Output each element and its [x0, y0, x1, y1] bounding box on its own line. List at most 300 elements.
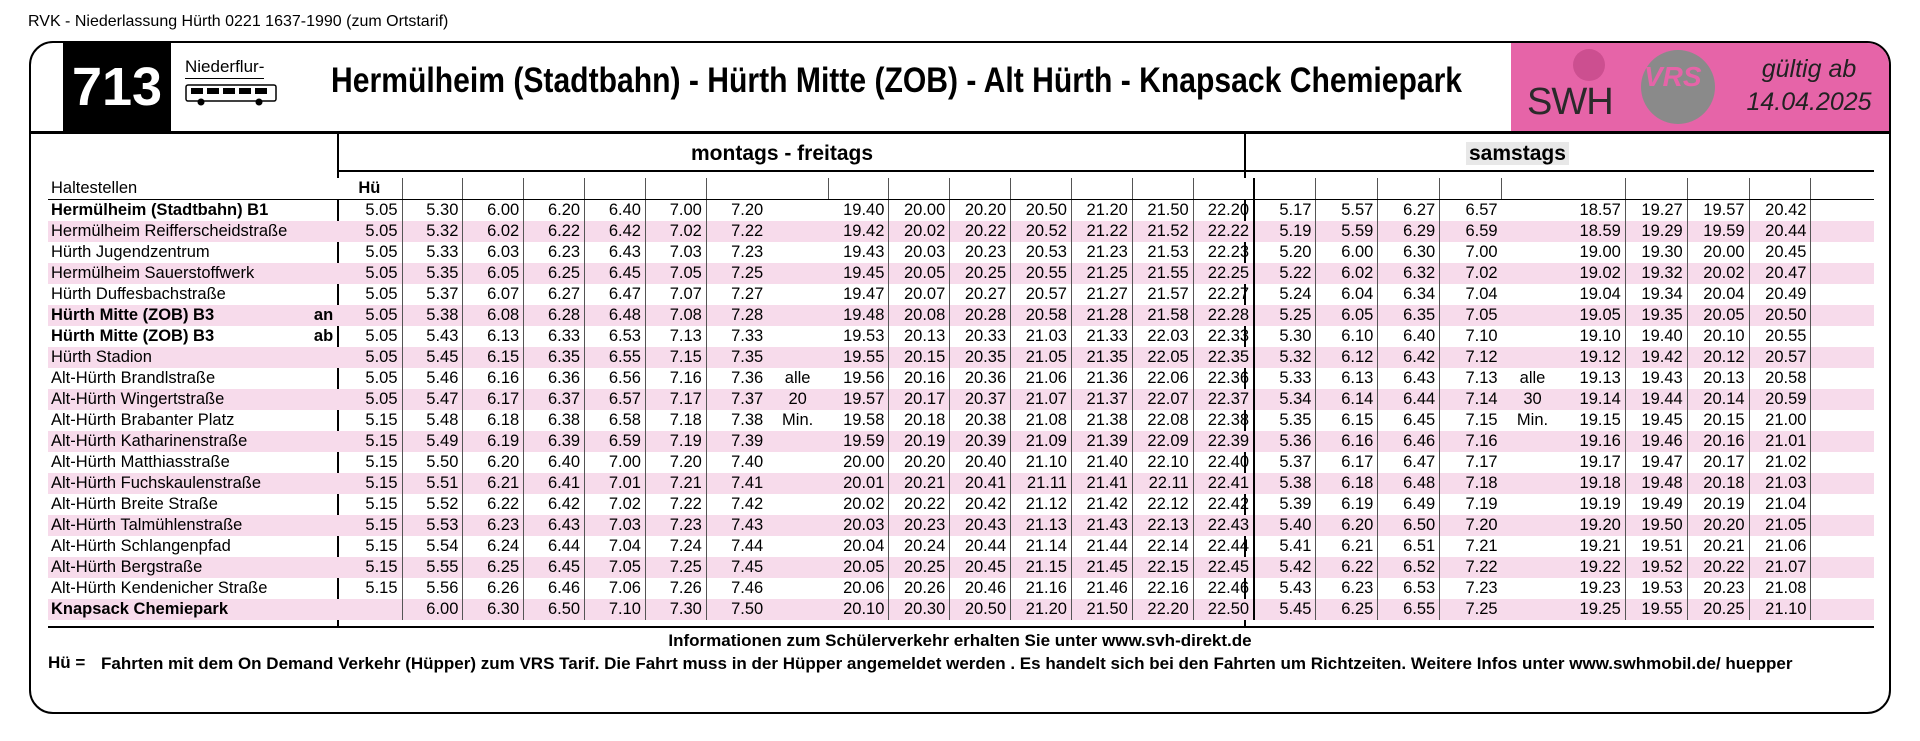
time-cell: 7.41 — [706, 473, 767, 494]
time-cell: 7.19 — [645, 431, 706, 452]
table-row — [48, 242, 1874, 263]
time-cell: 20.22 — [950, 221, 1011, 242]
time-cell: 6.39 — [524, 431, 585, 452]
time-cell: 19.40 — [828, 200, 889, 222]
time-cell: 21.20 — [1011, 599, 1072, 620]
time-cell: 22.43 — [1193, 515, 1254, 536]
time-cell: 20.20 — [950, 200, 1011, 222]
time-cell: 7.04 — [1465, 285, 1498, 303]
time-cell: 6.43 — [524, 515, 585, 536]
time-cell: 6.12 — [1316, 347, 1378, 368]
time-cell: 22.50 — [1193, 599, 1254, 620]
weekday-heading: montags - freitags — [691, 142, 874, 165]
time-cell: 20.28 — [950, 305, 1011, 326]
time-cell: 20.00 — [889, 200, 950, 222]
time-cell: 20.37 — [950, 389, 1011, 410]
time-cell: 5.47 — [402, 389, 463, 410]
time-cell: 20.27 — [950, 284, 1011, 305]
time-cell: 5.32 — [1254, 347, 1316, 368]
stop-name — [48, 368, 341, 389]
header-cell — [1749, 178, 1811, 200]
time-cell: 6.19 — [463, 431, 524, 452]
time-cell: 19.15 — [1563, 410, 1625, 431]
hu-cell: 5.05 — [341, 368, 402, 389]
time-cell: 7.18 — [1440, 473, 1502, 494]
time-cell — [767, 263, 828, 284]
time-cell: 21.45 — [1071, 557, 1132, 578]
time-cell: 7.25 — [645, 557, 706, 578]
time-cell: 20.39 — [950, 431, 1011, 452]
time-cell: 19.30 — [1625, 242, 1687, 263]
time-cell — [1811, 221, 1874, 242]
time-cell: 21.57 — [1132, 284, 1193, 305]
stop-name — [48, 473, 341, 494]
time-cell: 7.15 — [645, 347, 706, 368]
header-cell — [645, 178, 706, 200]
time-cell — [1811, 305, 1874, 326]
stop-name — [48, 536, 341, 557]
stop-label: Alt-Hürth Breite Straße — [51, 495, 218, 513]
time-cell: 5.38 — [1254, 473, 1316, 494]
time-cell: 6.37 — [524, 389, 585, 410]
time-cell: 7.13 — [645, 326, 706, 347]
time-cell: 7.00 — [585, 452, 646, 473]
hu-cell: 5.15 — [341, 557, 402, 578]
time-cell: 6.40 — [524, 452, 585, 473]
time-cell — [767, 326, 828, 347]
time-cell: 6.27 — [524, 284, 585, 305]
stop-name — [48, 389, 341, 410]
time-cell: 5.52 — [402, 494, 463, 515]
header-cell — [828, 178, 889, 200]
time-cell: 21.01 — [1749, 431, 1811, 452]
table-row — [48, 494, 1874, 515]
time-cell: 6.36 — [524, 368, 585, 389]
time-cell: 6.50 — [1378, 515, 1440, 536]
time-cell: 6.49 — [1378, 494, 1440, 515]
time-cell: 19.20 — [1563, 515, 1625, 536]
time-cell: 19.47 — [1625, 452, 1687, 473]
time-cell — [1811, 263, 1874, 284]
header-cell — [1378, 178, 1440, 200]
time-cell: 6.25 — [524, 263, 585, 284]
time-cell: 6.51 — [1378, 536, 1440, 557]
time-cell: 21.09 — [1011, 431, 1072, 452]
time-cell — [767, 473, 828, 494]
time-cell: 20 — [767, 389, 828, 410]
time-cell: 19.57 — [1687, 200, 1749, 222]
time-cell: 6.59 — [585, 431, 646, 452]
time-cell: 20.57 — [1011, 284, 1072, 305]
stop-label: Alt-Hürth Katharinenstraße — [51, 432, 248, 450]
stop-name — [48, 599, 341, 620]
header-cell — [463, 178, 524, 200]
time-cell: 20.47 — [1749, 263, 1811, 284]
stop-label: Hürth Mitte (ZOB) B3 — [51, 327, 215, 345]
time-cell: 22.35 — [1193, 347, 1254, 368]
time-cell: 7.50 — [706, 599, 767, 620]
hu-cell: 5.15 — [341, 452, 402, 473]
validity — [1739, 53, 1879, 119]
time-cell: 19.22 — [1563, 557, 1625, 578]
time-cell: 20.36 — [950, 368, 1011, 389]
hu-cell: 5.15 — [341, 473, 402, 494]
time-cell: 20.13 — [889, 326, 950, 347]
time-cell — [767, 431, 828, 452]
time-cell: 6.42 — [585, 221, 646, 242]
time-cell: 5.53 — [402, 515, 463, 536]
time-cell: 6.02 — [1316, 263, 1378, 284]
time-cell: 22.46 — [1193, 578, 1254, 599]
time-cell: 20.18 — [1687, 473, 1749, 494]
time-cell — [1502, 431, 1564, 452]
time-cell: 7.46 — [731, 579, 764, 597]
time-cell: 20.25 — [1687, 599, 1749, 620]
time-cell: 19.59 — [1687, 221, 1749, 242]
stop-label: Alt-Hürth Matthiasstraße — [51, 453, 230, 471]
time-cell: 6.42 — [524, 494, 585, 515]
stop-name — [48, 221, 341, 242]
route-number: 713 — [63, 43, 171, 131]
hu-cell: 5.05 — [341, 305, 402, 326]
time-cell: 7.39 — [706, 431, 767, 452]
time-cell: 6.22 — [1316, 557, 1378, 578]
time-cell: 21.08 — [1011, 410, 1072, 431]
time-cell: 21.05 — [1749, 515, 1811, 536]
time-cell: 7.02 — [585, 494, 646, 515]
time-cell: 20.16 — [1687, 431, 1749, 452]
time-cell: 22.15 — [1132, 557, 1193, 578]
time-cell: 5.30 — [402, 200, 463, 222]
time-cell: 19.21 — [1563, 536, 1625, 557]
hu-cell: 5.05 — [341, 326, 402, 347]
time-cell: 19.52 — [1625, 557, 1687, 578]
time-cell: 22.25 — [1193, 263, 1254, 284]
time-cell: 5.30 — [1254, 326, 1316, 347]
table-row — [48, 473, 1874, 494]
time-cell: 6.04 — [1316, 284, 1378, 305]
stop-name — [48, 200, 341, 222]
time-cell: 20.21 — [1687, 536, 1749, 557]
time-cell: 5.20 — [1254, 242, 1316, 263]
time-cell — [767, 452, 828, 473]
time-cell — [1502, 452, 1564, 473]
table-row — [48, 557, 1874, 578]
section-rule — [338, 170, 1874, 172]
time-cell: 21.16 — [1011, 578, 1072, 599]
time-cell: 5.35 — [1254, 410, 1316, 431]
hu-cell: 5.15 — [341, 431, 402, 452]
time-cell: 6.25 — [1316, 599, 1378, 620]
time-cell — [767, 599, 828, 620]
time-cell: 20.43 — [950, 515, 1011, 536]
header-rule — [31, 131, 1889, 134]
time-cell: 22.40 — [1193, 452, 1254, 473]
time-cell: 7.23 — [645, 515, 706, 536]
time-cell: 7.05 — [585, 557, 646, 578]
time-cell — [767, 494, 828, 515]
stop-name — [48, 284, 341, 305]
time-cell: 20.05 — [889, 263, 950, 284]
time-cell: 7.22 — [645, 494, 706, 515]
time-cell: 7.15 — [1465, 411, 1498, 429]
time-cell: 7.07 — [645, 284, 706, 305]
time-cell: 20.55 — [1011, 263, 1072, 284]
time-cell: 22.27 — [1193, 284, 1254, 305]
time-cell: 6.03 — [463, 242, 524, 263]
time-cell: 6.29 — [1378, 221, 1440, 242]
time-cell: 5.38 — [402, 305, 463, 326]
time-cell: 20.03 — [828, 515, 889, 536]
table-row — [48, 200, 1874, 222]
stops-header: Haltestellen — [48, 178, 341, 200]
header-cell — [706, 178, 767, 200]
time-cell: 21.28 — [1071, 305, 1132, 326]
time-cell — [1811, 242, 1874, 263]
time-cell: 7.33 — [731, 327, 764, 345]
time-cell: 6.56 — [585, 368, 646, 389]
time-cell: 19.14 — [1563, 389, 1625, 410]
time-cell: 20.15 — [889, 347, 950, 368]
time-cell: 6.00 — [402, 599, 463, 620]
header-cell — [950, 178, 1011, 200]
time-cell: 6.30 — [463, 599, 524, 620]
time-cell: 6.59 — [1440, 221, 1502, 242]
time-cell: 20.58 — [1749, 368, 1811, 389]
time-cell — [1502, 557, 1564, 578]
time-cell: 5.45 — [402, 347, 463, 368]
time-cell: 6.58 — [585, 410, 646, 431]
time-cell: 5.24 — [1254, 284, 1316, 305]
time-cell: 21.44 — [1071, 536, 1132, 557]
time-cell: 6.40 — [1378, 326, 1440, 347]
top-note: RVK - Niederlassung Hürth 0221 1637-1990 (zum Ortstarif) — [28, 13, 449, 30]
time-cell: 22.10 — [1132, 452, 1193, 473]
time-cell: 19.10 — [1563, 326, 1625, 347]
time-cell: 7.35 — [706, 347, 767, 368]
time-cell: 22.20 — [1193, 200, 1254, 222]
timetable-header — [31, 43, 1889, 131]
time-cell: 20.38 — [950, 410, 1011, 431]
time-cell: 21.11 — [1011, 473, 1072, 494]
time-cell: 19.23 — [1563, 578, 1625, 599]
stop-suffix: ab — [313, 327, 334, 345]
time-cell: 19.55 — [1625, 599, 1687, 620]
time-cell: 20.25 — [950, 263, 1011, 284]
time-cell: 7.45 — [706, 557, 767, 578]
time-cell — [767, 347, 828, 368]
time-cell: 20.00 — [828, 452, 889, 473]
time-cell: 20.50 — [950, 599, 1011, 620]
time-cell: 20.24 — [889, 536, 950, 557]
time-cell — [1502, 536, 1564, 557]
stop-name — [48, 410, 341, 431]
time-cell: 20.46 — [950, 578, 1011, 599]
time-cell: 20.22 — [889, 494, 950, 515]
time-cell: 7.24 — [645, 536, 706, 557]
time-cell: 21.22 — [1071, 221, 1132, 242]
time-cell: 20.14 — [1687, 389, 1749, 410]
time-cell: 20.02 — [828, 494, 889, 515]
time-cell: 19.56 — [828, 368, 889, 389]
saturday-heading-box — [1466, 142, 1569, 166]
header-cell — [524, 178, 585, 200]
time-cell: 21.40 — [1071, 452, 1132, 473]
time-cell: 7.08 — [645, 305, 706, 326]
time-cell: 7.36 — [731, 369, 764, 387]
time-cell: 19.34 — [1625, 284, 1687, 305]
time-cell: 6.53 — [1378, 578, 1440, 599]
time-cell: 5.43 — [402, 326, 463, 347]
time-cell: 19.49 — [1625, 494, 1687, 515]
time-cell — [1811, 599, 1874, 620]
time-cell: 5.17 — [1254, 200, 1316, 222]
time-cell: 7.22 — [1440, 557, 1502, 578]
hu-cell: 5.05 — [341, 347, 402, 368]
time-cell — [767, 536, 828, 557]
stop-label: Alt-Hürth Bergstraße — [51, 558, 203, 576]
time-cell: 21.12 — [1011, 494, 1072, 515]
time-cell — [767, 200, 828, 222]
time-cell — [1811, 326, 1874, 347]
time-cell: 6.07 — [463, 284, 524, 305]
time-cell: 20.40 — [950, 452, 1011, 473]
time-cell: 19.59 — [828, 431, 889, 452]
header-cell — [1132, 178, 1193, 200]
time-cell: 19.16 — [1563, 431, 1625, 452]
header-cell — [1011, 178, 1072, 200]
time-cell: 20.08 — [889, 305, 950, 326]
time-cell: 6.46 — [524, 578, 585, 599]
table-header-row — [48, 178, 1874, 200]
time-cell — [1502, 347, 1564, 368]
time-cell: 7.02 — [645, 221, 706, 242]
time-cell — [1502, 599, 1564, 620]
time-cell: 19.05 — [1563, 305, 1625, 326]
time-cell: 22.23 — [1193, 242, 1254, 263]
header-cell — [1563, 178, 1625, 200]
timetable-frame — [29, 41, 1891, 714]
time-cell: 20.07 — [889, 284, 950, 305]
header-cell — [1071, 178, 1132, 200]
table-row — [48, 599, 1874, 620]
time-cell — [1502, 494, 1564, 515]
time-cell: 20.25 — [889, 557, 950, 578]
time-cell: 5.56 — [402, 578, 463, 599]
time-cell: 6.45 — [524, 557, 585, 578]
time-cell: 6.42 — [1378, 347, 1440, 368]
time-cell — [1502, 473, 1564, 494]
hu-note — [48, 653, 1841, 675]
time-cell: 22.41 — [1193, 473, 1254, 494]
time-cell: Min. — [782, 411, 814, 429]
time-cell: 5.19 — [1254, 221, 1316, 242]
hu-cell: 5.05 — [341, 221, 402, 242]
time-cell: 7.25 — [1440, 599, 1502, 620]
time-cell: alle — [784, 369, 811, 387]
time-cell: 19.02 — [1563, 263, 1625, 284]
time-cell: alle — [1519, 369, 1546, 387]
hu-cell: 5.05 — [341, 200, 402, 222]
time-cell: 20.21 — [889, 473, 950, 494]
time-cell: 22.12 — [1132, 494, 1193, 515]
time-cell: 21.07 — [1749, 557, 1811, 578]
time-cell: 7.17 — [645, 389, 706, 410]
time-cell: 21.06 — [1011, 368, 1072, 389]
time-cell: 20.53 — [1011, 242, 1072, 263]
stop-name — [48, 452, 341, 473]
time-cell — [1502, 200, 1564, 222]
time-cell: 7.04 — [585, 536, 646, 557]
time-cell: 7.25 — [706, 263, 767, 284]
school-info: Informationen zum Schülerverkehr erhalten Sie unter www.svh-direkt.de — [668, 631, 1252, 650]
time-cell: 19.51 — [1625, 536, 1687, 557]
time-cell: 6.23 — [524, 242, 585, 263]
time-cell: 7.23 — [731, 243, 764, 261]
table-row — [48, 452, 1874, 473]
time-cell — [1811, 200, 1874, 222]
time-cell: 20.06 — [828, 578, 889, 599]
time-cell: 5.34 — [1254, 389, 1316, 410]
time-cell: 20.45 — [950, 557, 1011, 578]
time-cell: 6.45 — [585, 263, 646, 284]
time-cell — [767, 221, 828, 242]
time-cell: 21.33 — [1071, 326, 1132, 347]
hu-cell: 5.15 — [341, 494, 402, 515]
header-cell — [402, 178, 463, 200]
time-cell: 22.14 — [1132, 536, 1193, 557]
header-cell — [1193, 178, 1254, 200]
time-cell: 21.10 — [1749, 599, 1811, 620]
time-cell — [1811, 494, 1874, 515]
time-cell: 21.42 — [1071, 494, 1132, 515]
time-cell: 18.59 — [1563, 221, 1625, 242]
time-cell: 20.17 — [889, 389, 950, 410]
time-cell: 7.18 — [645, 410, 706, 431]
time-cell: 7.30 — [645, 599, 706, 620]
time-cell: 6.15 — [463, 347, 524, 368]
time-cell: 6.22 — [524, 221, 585, 242]
time-cell: 6.43 — [585, 242, 646, 263]
time-cell: 6.13 — [1316, 368, 1378, 389]
time-cell: 22.37 — [1193, 389, 1254, 410]
time-cell: 19.43 — [828, 242, 889, 263]
time-cell: 6.17 — [463, 389, 524, 410]
stop-label: Alt-Hürth Talmühlenstraße — [51, 516, 243, 534]
time-cell: 19.12 — [1563, 347, 1625, 368]
stop-name — [48, 578, 341, 599]
time-cell: 6.52 — [1378, 557, 1440, 578]
time-cell: 21.52 — [1132, 221, 1193, 242]
time-cell: 5.25 — [1254, 305, 1316, 326]
time-cell: 6.16 — [1316, 431, 1378, 452]
time-cell — [1811, 368, 1874, 389]
stop-label: Alt-Hürth Brandlstraße — [51, 369, 216, 387]
time-cell: 20.23 — [889, 515, 950, 536]
time-cell: 20.10 — [828, 599, 889, 620]
time-cell: 21.50 — [1132, 200, 1193, 222]
header-cell — [1316, 178, 1378, 200]
time-cell: 22.36 — [1193, 368, 1254, 389]
time-cell: 19.53 — [828, 326, 889, 347]
time-cell: 19.42 — [828, 221, 889, 242]
time-cell: 21.14 — [1011, 536, 1072, 557]
header-cell — [1254, 178, 1316, 200]
table-row — [48, 431, 1874, 452]
time-cell: 5.49 — [402, 431, 463, 452]
bus-icon — [185, 83, 279, 107]
time-cell: 21.37 — [1071, 389, 1132, 410]
